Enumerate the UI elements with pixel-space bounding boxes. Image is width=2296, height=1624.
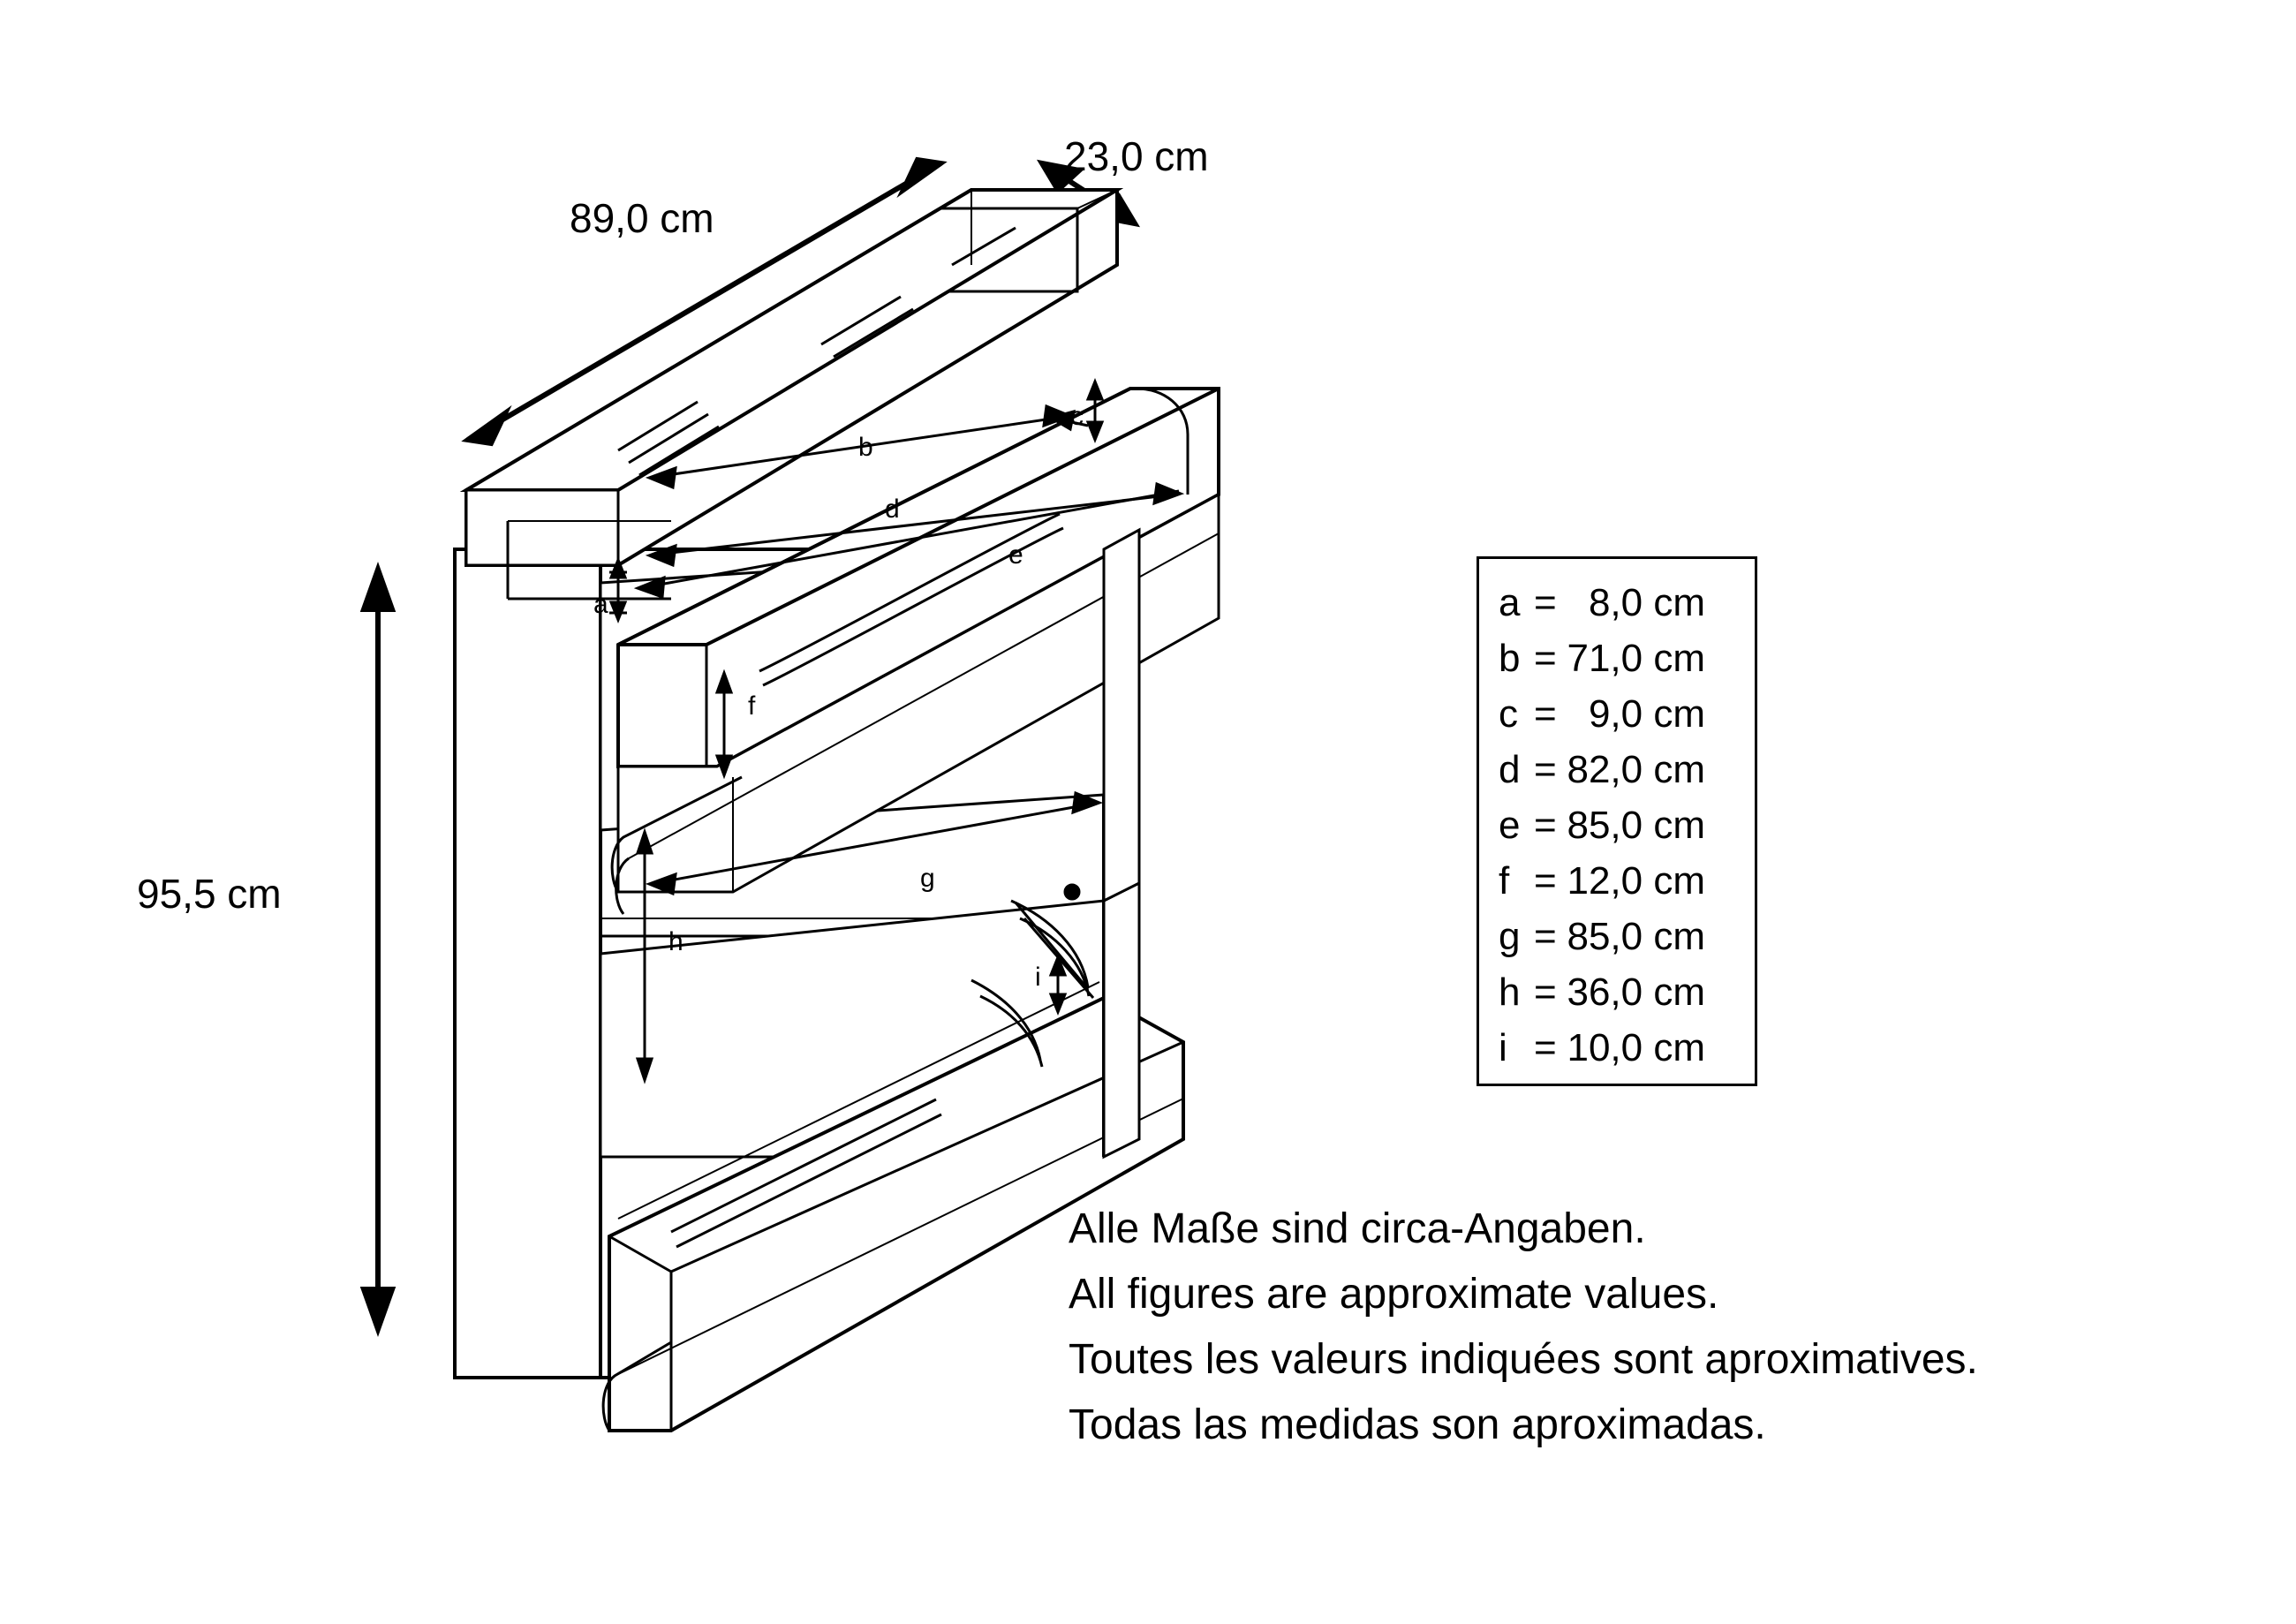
legend-equals: =: [1534, 748, 1557, 791]
legend-equals: =: [1534, 859, 1557, 903]
legend-row: [1479, 742, 1755, 797]
note-line-es: Todas las medidas son aproximadas.: [1069, 1401, 1766, 1448]
legend-row: [1479, 964, 1755, 1020]
legend-row: [1479, 853, 1755, 909]
callout-label-e: e: [1008, 540, 1023, 570]
callout-label-a: a: [593, 590, 608, 619]
legend-equals: =: [1534, 637, 1557, 680]
note-line-de: Alle Maße sind circa-Angaben.: [1069, 1205, 1646, 1252]
legend-row: [1479, 575, 1755, 631]
callout-label-g: g: [920, 864, 935, 893]
height-dimension-arrow: [364, 570, 392, 1329]
width-dimension-label: 89,0 cm: [570, 195, 714, 241]
legend-key: d: [1499, 748, 1521, 791]
legend-row: [1479, 1020, 1755, 1076]
legend-row: [1479, 686, 1755, 742]
legend-equals: =: [1534, 692, 1557, 736]
legend-equals: =: [1534, 804, 1557, 847]
approximation-notes: [1069, 1197, 2234, 1458]
legend-equals: =: [1534, 581, 1557, 624]
legend-equals: =: [1534, 1026, 1557, 1069]
callout-label-d: d: [885, 495, 900, 524]
callout-label-h: h: [668, 927, 684, 956]
callout-label-i: i: [1035, 963, 1041, 992]
legend-key: c: [1499, 692, 1518, 736]
legend-row: [1479, 909, 1755, 964]
note-line-fr: Toutes les valeurs indiquées sont aproximatives.: [1069, 1336, 1978, 1383]
legend-value: 10,0 cm: [1567, 1026, 1705, 1069]
legend-key: a: [1499, 581, 1521, 624]
legend-row: [1479, 797, 1755, 853]
height-dimension-label: 95,5 cm: [137, 871, 282, 917]
legend-key: h: [1499, 971, 1521, 1014]
legend-value: 85,0 cm: [1567, 804, 1705, 847]
legend-key: i: [1499, 1026, 1507, 1069]
legend-equals: =: [1534, 915, 1557, 958]
legend-key: b: [1499, 637, 1521, 680]
legend-value: 71,0 cm: [1567, 637, 1705, 680]
legend-equals: =: [1534, 971, 1557, 1014]
legend-value: 36,0 cm: [1567, 971, 1705, 1014]
legend-key: g: [1499, 915, 1521, 958]
legend-value: 85,0 cm: [1567, 915, 1705, 958]
callout-label-c: c: [1070, 402, 1084, 431]
depth-dimension-label: 23,0 cm: [1064, 133, 1209, 179]
callout-label-b: b: [858, 433, 873, 462]
note-line-en: All figures are approximate values.: [1069, 1271, 1719, 1318]
legend-key: f: [1499, 859, 1510, 903]
legend-row: [1479, 631, 1755, 686]
legend-value: 8,0 cm: [1588, 581, 1705, 624]
legend-value: 9,0 cm: [1588, 692, 1705, 736]
legend-value: 12,0 cm: [1567, 859, 1705, 903]
measurements-legend: [1477, 556, 1757, 1086]
legend-value: 82,0 cm: [1567, 748, 1705, 791]
callout-label-f: f: [748, 691, 756, 721]
legend-key: e: [1499, 804, 1521, 847]
